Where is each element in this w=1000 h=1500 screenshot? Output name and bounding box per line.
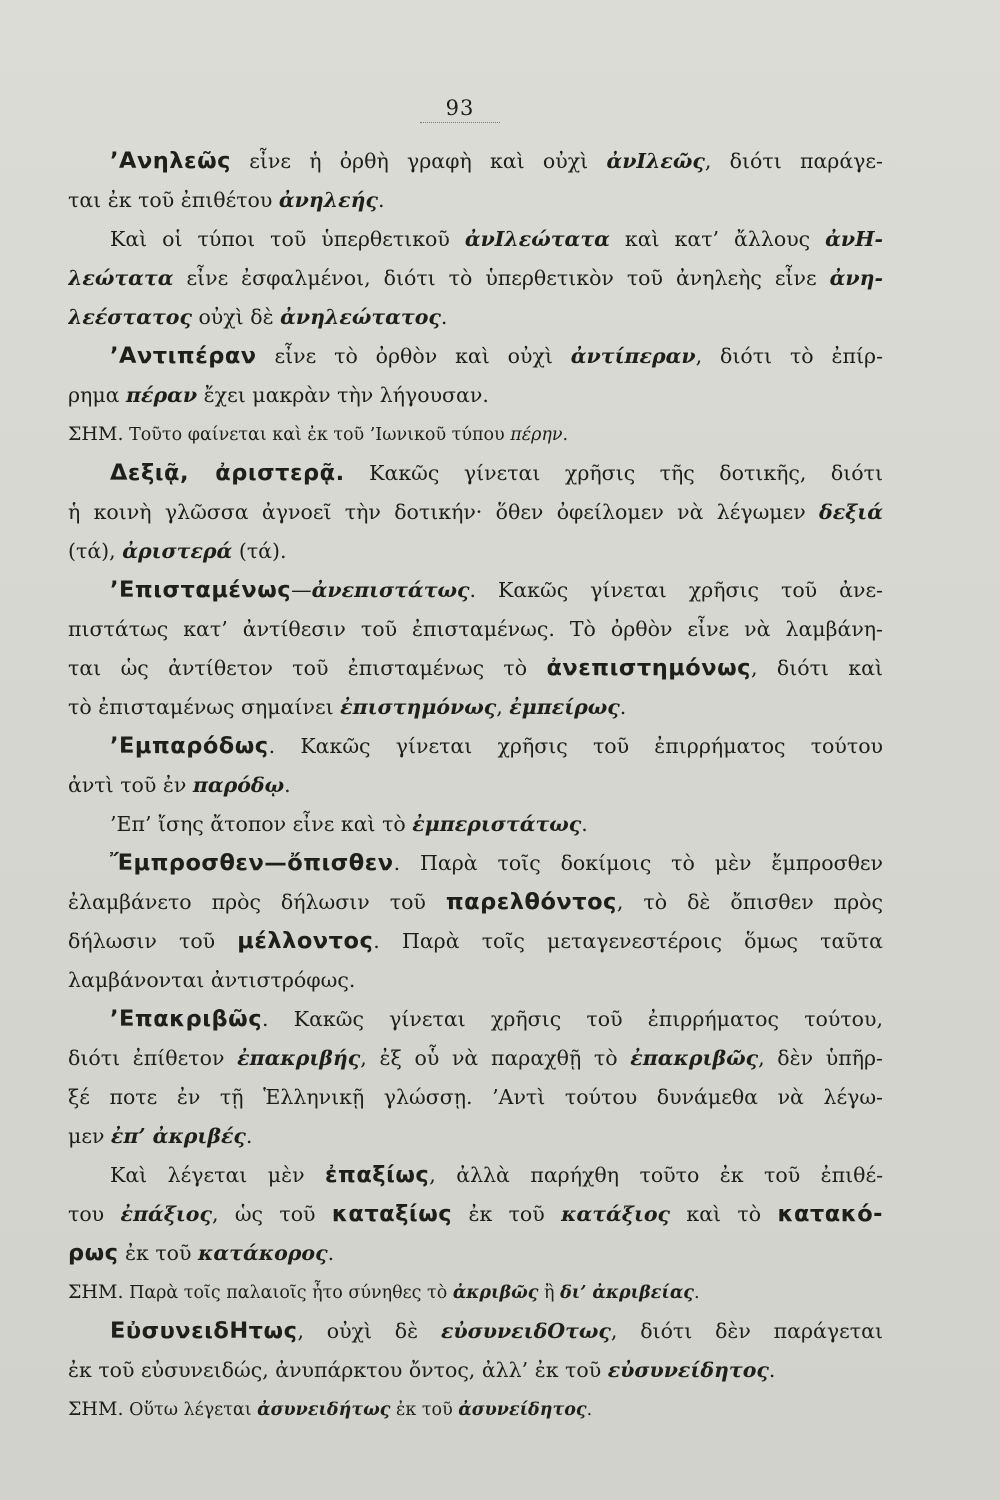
text-line-1: ’Ανηλεῶς εἶνε ἡ ὀρθὴ γραφὴ καὶ οὐχὶ ἀνΙλεῶς, διότι παράγε- <box>110 148 883 174</box>
note-label: ΣΗΜ. <box>68 1281 124 1303</box>
text-line-5: λεέστατος οὐχὶ δὲ ἀνηλεώτατος. <box>68 305 448 329</box>
text-line-6: ’Αντιπέραν εἶνε τὸ ὀρθὸν καὶ οὐχὶ ἀντίπεραν, διότι τὸ ἐπίρ- <box>110 343 883 369</box>
text-line-19: Ἔμπροσθεν—ὄπισθεν. Παρὰ τοῖς δοκίμοις τὸ μὲν ἔμπροσθεν <box>110 850 883 876</box>
wrong-form: ἀνΙλεῶς <box>606 149 705 173</box>
text-line-24: διότι ἐπίθετον ἐπακριβής, ἐξ οὗ νὰ παραχθῇ τὸ ἐπακριβῶς, δὲν ὑπῆρ- <box>68 1046 883 1070</box>
text-line-15: τὸ ἐπισταμένως σημαίνει ἐπιστημόνως, ἐμπείρως. <box>68 695 627 719</box>
page-body <box>68 142 883 1429</box>
text-line-20: ἐλαμβάνετο πρὸς δήλωσιν τοῦ παρελθόντος, τὸ δὲ ὄπισθεν πρὸς <box>68 889 883 915</box>
text-line-4: λεώτατα εἶνε ἐσφαλμένοι, διότι τὸ ὑπερθετικὸν τοῦ ἀνηλεὴς εἶνε ἀνη- <box>68 266 883 290</box>
headword-dexia: Δεξιᾷ, ἀριστερᾷ. <box>110 460 345 486</box>
text-line-14: ται ὡς ἀντίθετον τοῦ ἐπισταμένως τὸ ἀνεπιστημόνως, διότι καὶ <box>68 655 883 681</box>
headword-emprosthen: Ἔμπροσθεν—ὄπισθεν <box>110 850 394 876</box>
note-line-2: ΣΗΜ. Παρὰ τοῖς παλαιοῖς ἦτο σύνηθες τὸ ἀκριβῶς ἢ δι’ ἀκριβείας. <box>68 1281 700 1303</box>
text-line-9: Δεξιᾷ, ἀριστερᾷ. Κακῶς γίνεται χρῆσις τῆς δοτικῆς, διότι <box>110 460 883 486</box>
text-line-27: Καὶ λέγεται μὲν ἐπαξίως, ἀλλὰ παρήχθη τοῦτο ἐκ τοῦ ἐπιθέ- <box>110 1162 883 1188</box>
text-line-31: ΕὐσυνειδΗτως, οὐχὶ δὲ εὐσυνειδΟτως, διότι δὲν παράγεται <box>110 1318 883 1344</box>
text-line-16: ’Εμπαρόδως. Κακῶς γίνεται χρῆσις τοῦ ἐπιρρήματος τούτου <box>110 733 883 759</box>
text-line-13: πιστάτως κατ’ ἀντίθεσιν τοῦ ἐπισταμένως. Τὸ ὀρθὸν εἶνε νὰ λαμβάνη- <box>68 617 883 641</box>
note-line-1: ΣΗΜ. Τοῦτο φαίνεται καὶ ἐκ τοῦ ’Ιωνικοῦ τύπου πέρην. <box>68 423 569 445</box>
headword-antiperan: ’Αντιπέραν <box>110 343 257 369</box>
text-line-21: δήλωσιν τοῦ μέλλοντος. Παρὰ τοῖς μεταγενεστέροις ὅμως ταῦτα <box>68 928 883 954</box>
text-line-26: μεν ἐπ’ ἀκριβές. <box>68 1124 253 1148</box>
headword-epistamenos: ’Επισταμένως <box>110 577 292 603</box>
text-line-7: ρημα πέραν ἔχει μακρὰν τὴν λήγουσαν. <box>68 383 489 407</box>
text-line-17: ἀντὶ τοῦ ἐν παρόδῳ. <box>68 773 291 797</box>
text-line-10: ἡ κοινὴ γλῶσσα ἀγνοεῖ τὴν δοτικήν· ὅθεν ὀφείλομεν νὰ λέγωμεν δεξιά <box>68 500 883 524</box>
headword-epakrivos: ’Επακριβῶς <box>110 1006 263 1032</box>
headword-emparodos: ’Εμπαρόδως <box>110 733 269 759</box>
note-label: ΣΗΜ. <box>68 423 124 445</box>
text-line-32: ἐκ τοῦ εὐσυνειδώς, ἀνυπάρκτου ὄντος, ἀλλ’ ἐκ τοῦ εὐσυνείδητος. <box>68 1358 776 1382</box>
text-line-18: ’Επ’ ἴσης ἄτοπον εἶνε καὶ τὸ ἐμπεριστάτως. <box>110 812 588 836</box>
text-line-22: λαμβάνονται ἀντιστρόφως. <box>68 968 356 992</box>
headword-efsyneiditos: ΕὐσυνειδΗτως <box>110 1318 298 1344</box>
text-line-28: του ἐπάξιος, ὡς τοῦ καταξίως ἐκ τοῦ κατάξιος καὶ τὸ κατακό- <box>68 1201 883 1227</box>
note-line-3: ΣΗΜ. Οὕτω λέγεται ἀσυνειδήτως ἐκ τοῦ ἀσυνείδητος. <box>68 1398 593 1420</box>
text-line-23: ’Επακριβῶς. Κακῶς γίνεται χρῆσις τοῦ ἐπιρρήματος τούτου, <box>110 1006 883 1032</box>
text-line-29: ρως ἐκ τοῦ κατάκορος. <box>68 1240 335 1266</box>
text-line-3: Καὶ οἱ τύποι τοῦ ὑπερθετικοῦ ἀνΙλεώτατα καὶ κατ’ ἄλλους ἀνΗ- <box>110 227 883 251</box>
page-number: 93 <box>420 96 500 123</box>
headword-anileos: ’Ανηλεῶς <box>110 148 231 174</box>
note-label: ΣΗΜ. <box>68 1398 124 1420</box>
text-line-12: ’Επισταμένως—ἀνεπιστάτως. Κακῶς γίνεται χρῆσις τοῦ ἀνε- <box>110 577 883 603</box>
text-line-2: ται ἐκ τοῦ ἐπιθέτου ἀνηλεής. <box>68 188 385 212</box>
text-line-25: ξέ ποτε ἐν τῇ Ἑλληνικῇ γλώσσῃ. ’Αντὶ τούτου δυνάμεθα νὰ λέγω- <box>68 1085 883 1109</box>
text-line-11: (τά), ἀριστερά (τά). <box>68 539 287 563</box>
